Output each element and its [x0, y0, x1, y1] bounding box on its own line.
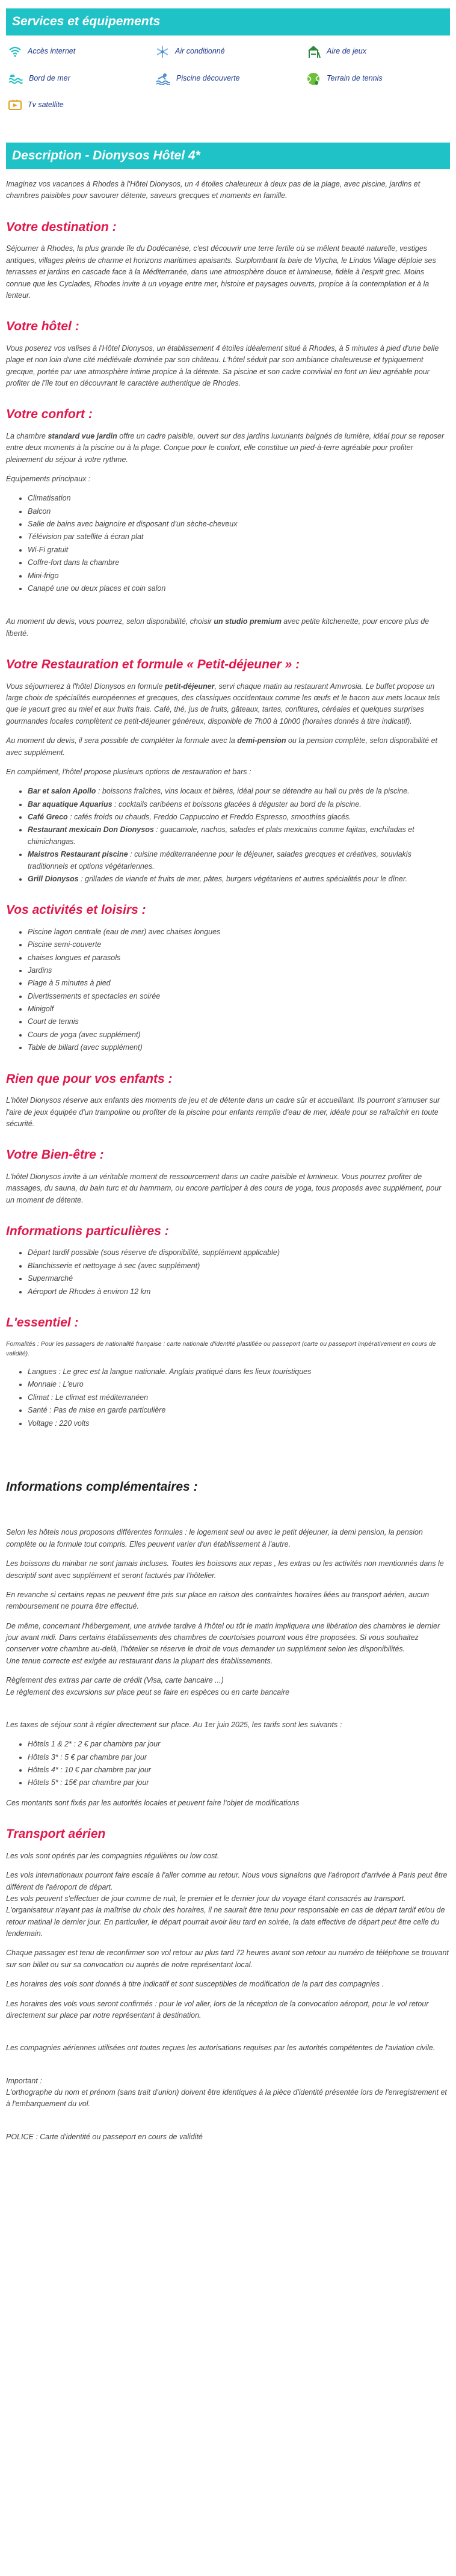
- list-item: • Piscine lagon centrale (eau de mer) avec chaises longues: [28, 926, 450, 938]
- air-p4: Les horaires des vols sont donnés à titre indicatif et sont susceptibles de modification de la part des compagnies .: [6, 1980, 384, 1989]
- comfort-upgrade: [6, 616, 450, 639]
- snowflake-icon: [156, 45, 169, 58]
- list-item: • Télévision par satellite à écran plat: [28, 531, 450, 543]
- service-label: Terrain de tennis: [327, 73, 383, 82]
- tennis-icon: [306, 72, 321, 86]
- complementary-p3: En revanche si certains repas ne peuvent être pris sur place en raison des contraintes horaires liées au transport aérien, aucun remboursement ne pourra être effectué.: [6, 1590, 430, 1611]
- hotel-title: Votre hôtel :: [6, 319, 79, 334]
- bold-fragment: un studio premium: [214, 617, 282, 626]
- service-label: Tv satellite: [28, 100, 64, 109]
- bar-name: Café Greco: [28, 813, 68, 822]
- equipment-list: [6, 493, 450, 594]
- service-sea: [8, 72, 156, 86]
- list-item: • Hôtels 3* : 5 € par chambre par jour: [28, 1752, 450, 1763]
- list-item: • Voltage : 220 volts: [28, 1418, 450, 1429]
- list-item: • Santé : Pas de mise en garde particulière: [28, 1405, 450, 1416]
- restaurant-option: [6, 735, 450, 759]
- list-item: • Court de tennis: [28, 1016, 450, 1028]
- restaurant-paragraph: [6, 681, 450, 728]
- complementary-p7: Ces montants sont fixés par les autorités locales et peuvent faire l'objet de modifications: [6, 1798, 300, 1807]
- list-item: • Cours de yoga (avec supplément): [28, 1029, 450, 1041]
- text-fragment: avec petite kitchenette, pour encore plus de liberté.: [6, 617, 430, 638]
- hotel-text: Vous poserez vos valises à l'Hôtel Dionysos, un établissement 4 étoiles idéalement situé à Rhodes, à 5 minutes à pied d'une belle plage et non loin d'une cité médiévale dominée par son château. L'hôtel séduit par son ambiance chaleureuse et typiquement grecque, portée par une atmosphère intime propice à la détente. Sa piscine et son cadre convivial en font un lieu agréable pour profiter de l'île tout en découvrant le caractère authentique de Rhodes.: [6, 344, 439, 387]
- service-pool: [156, 72, 306, 86]
- air-p8: POLICE : Carte d'identité ou passeport en cours de validité: [6, 2132, 203, 2141]
- info-title: Informations particulières :: [6, 1224, 169, 1238]
- list-item: • Hôtels 4* : 10 € par chambre par jour: [28, 1764, 450, 1776]
- list-item: • Hôtels 1 & 2* : 2 € par chambre par jour: [28, 1739, 450, 1750]
- bar-name: Grill Dionysos: [28, 874, 79, 883]
- complementary-p5: Règlement des extras par carte de crédit (Visa, carte bancaire ...) Le règlement des excursions sur place peut se faire en espèces ou en carte bancaire: [6, 1676, 290, 1696]
- complementary-title: Informations complémentaires :: [6, 1479, 198, 1494]
- service-aircon: [156, 45, 306, 58]
- activities-list: [6, 926, 450, 1054]
- text-fragment: La chambre: [6, 431, 48, 440]
- pool-icon: [156, 73, 170, 85]
- playground-icon: [306, 45, 321, 58]
- air-title: Transport aérien: [6, 1827, 106, 1841]
- service-internet: [8, 45, 156, 58]
- bar-name: Restaurant mexicain Don Dionysos: [28, 825, 154, 834]
- air-p7: Important : L'orthographe du nom et prénom (sans trait d'union) doivent être identiques à la pièce d'identité présentée lors de l'enregistrement et à l'embarquement du vol.: [6, 2076, 447, 2109]
- air-p2: Les vols internationaux pourront faire escale à l'aller comme au retour. Nous vous signalons que l'aéroport d'arrivée à Paris peut être différent de l'aéroport de départ. Les vols peuvent s'effectuer de jour comme de nuit, le premier et le dernier jour du voyage étant consacrés au transport. L'organisateur n'ayant pas la maîtrise du choix des horaires, il ne saurait être tenu pour responsable en cas de départ tardif et/ou de retour matinal le dernier jour. En particulier, le départ pourrait avoir lieu tard en soirée, la date effective de départ peut être celle du lendemain.: [6, 1871, 448, 1938]
- bar-name: Bar et salon Apollo: [28, 787, 96, 796]
- text-fragment: offre un cadre paisible, ouvert sur des jardins luxuriants baignés de lumière, idéal pour se reposer entre deux moments à la piscine ou à la plage. Conçue pour le confort, elle constitue un pied-à-terre agréable pour profiter pleinement du séjour à votre rythme.: [6, 431, 445, 464]
- bar-desc: : cuisine méditerranéenne pour le déjeuner, salades grecques et créatives, souvlakis traditionnels et options végétariennes.: [28, 850, 411, 870]
- list-item: • Divertissements et spectacles en soirée: [28, 991, 450, 1002]
- air-p3: Chaque passager est tenu de reconfirmer son vol retour au plus tard 72 heures avant son retour au numéro de téléphone se trouvant sur son billet ou sur sa convocation ou auprès de notre représentant local.: [6, 1949, 449, 1969]
- wellness-title: Votre Bien-être :: [6, 1148, 104, 1162]
- list-item: • Supermarché: [28, 1273, 450, 1284]
- list-item: • Aéroport de Rhodes à environ 12 km: [28, 1286, 450, 1298]
- comfort-paragraph: [6, 431, 450, 466]
- service-tennis: [306, 72, 451, 86]
- sea-icon: [8, 73, 23, 85]
- air-p1: Les vols sont opérés par les compagnies régulières ou low cost.: [6, 1851, 220, 1860]
- list-item: [28, 849, 450, 872]
- wifi-icon: [8, 46, 22, 57]
- list-item: • Coffre-fort dans la chambre: [28, 557, 450, 569]
- tv-icon: [8, 99, 22, 111]
- kids-text: L'hôtel Dionysos réserve aux enfants des moments de jeu et de détente dans un cadre sûr et accueillant. Ils pourront s'amuser sur l'aire de jeux équipée d'un trampoline ou profiter de la piscine pour enfants remplie d'eau de mer, idéale pour se rafraîchir en toute sécurité.: [6, 1096, 440, 1128]
- list-item: • Balcon: [28, 506, 450, 517]
- list-item: • Hôtels 5* : 15€ par chambre par jour: [28, 1777, 450, 1789]
- text-fragment: Au moment du devis, vous pourrez, selon disponibilité, choisir: [6, 617, 214, 626]
- bar-desc: : grillades de viande et fruits de mer, pâtes, burgers végétariens et autres spécialités pour le dîner.: [78, 874, 408, 883]
- air-p5: Les horaires des vols vous seront confirmés : pour le vol aller, lors de la réception de la convocation aéroport, pour le vol retour directement sur place par notre représentant à destination.: [6, 1999, 429, 2020]
- list-item: • Départ tardif possible (sous réserve de disponibilité, supplément applicable): [28, 1247, 450, 1259]
- list-item: • Mini-frigo: [28, 570, 450, 582]
- restaurant-bars-intro: En complément, l'hôtel propose plusieurs options de restauration et bars :: [6, 767, 251, 776]
- description-header: Description - Dionysos Hôtel 4*: [6, 143, 450, 170]
- bold-fragment: demi-pension: [237, 736, 286, 745]
- text-fragment: , servi chaque matin au restaurant Amvrosia. Le buffet propose un large choix de spécialités européennes et grecques, des classiques occidentaux comme les œufs et le bacon aux mets locaux tels que le yaourt grec au miel et aux fruits frais. Café, thé, jus de fruits, gâteaux, tartes, confitures, céréales et quelques surprises gourmandes locales complètent ce petit-déjeuner généreux, disponible de 7h00 à 10h00 (horaires donnés à titre indicatif).: [6, 682, 440, 726]
- services-header: Services et équipements: [6, 8, 450, 35]
- info-list: [6, 1247, 450, 1298]
- service-label: Air conditionné: [175, 46, 225, 55]
- equipment-label: Équipements principaux :: [6, 474, 91, 483]
- bar-desc: : cocktails caribéens et boissons glacées à déguster au bord de la piscine.: [112, 800, 362, 809]
- service-tv: [8, 99, 156, 111]
- list-item: • Climat : Le climat est méditerranéen: [28, 1392, 450, 1404]
- destination-text: Séjourner à Rhodes, la plus grande île du Dodécanèse, c'est découvrir une terre fertile où se mêlent beauté naturelle, vestiges antiques, villages pleins de charme et horizons maritimes apaisants. Surplombant la baie de Vlycha, le Lindos Village déploie ses terrasses et jardins en cascade face à la Méditerranée, dans une atmosphère douce et lumineuse, fidèle à l'esprit grec. Moins connue que les Cyclades, Rhodes invite à un voyage entre mer, histoire et paysages ouverts, propice à la contemplation et à la lenteur.: [6, 244, 436, 300]
- description-intro: Imaginez vos vacances à Rhodes à l'Hôtel Dionysos, un 4 étoiles chaleureux à deux pas de la plage, avec piscine, jardins et chambres paisibles pour savourer détente, saveurs grecques et moments en famille.: [6, 180, 421, 200]
- complementary-p2: Les boissons du minibar ne sont jamais incluses. Toutes les boissons aux repas , les extras ou les activités non mentionnés dans le descriptif sont avec supplément et seront facturés par l'hôtelier.: [6, 1559, 444, 1580]
- complementary-p6: Les taxes de séjour sont à régler directement sur place. Au 1er juin 2025, les tarifs sont les suivants :: [6, 1720, 342, 1729]
- comfort-title: Votre confort :: [6, 407, 93, 422]
- taxes-list: [6, 1739, 450, 1789]
- list-item: [28, 824, 450, 848]
- list-item: [28, 786, 450, 797]
- complementary-p4: De même, concernant l'hébergement, une arrivée tardive à l'hôtel ou tôt le matin impliquera une libération des chambres le dernier jour avant midi. Dans certains établissements des chambres de courtoisies pourront vous être proposées. Si vous souhaitez conserver votre chambre au-delà, l'hôtelier se réserve le droit de vous demander un supplément selon les disponibilités. Une tenue correcte est exigée au restaurant dans la plupart des établissements.: [6, 1621, 440, 1665]
- list-item: • Climatisation: [28, 493, 450, 504]
- essential-title: L'essentiel :: [6, 1315, 79, 1330]
- complementary-p1: Selon les hôtels nous proposons différentes formules : le logement seul ou avec le petit déjeuner, la demi pension, la pension complète ou la formule tout compris. Elles peuvent varier d'un établissement à l'autre.: [6, 1528, 423, 1548]
- list-item: • Jardins: [28, 965, 450, 976]
- service-label: Accès internet: [28, 46, 76, 55]
- service-label: Bord de mer: [29, 73, 70, 82]
- essential-list: [6, 1366, 450, 1429]
- service-playground: [306, 45, 451, 58]
- list-item: • Piscine semi-couverte: [28, 939, 450, 951]
- air-p6: Les compagnies aériennes utilisées ont toutes reçues les autorisations requises par les autorités compétentes de l'aviation civile.: [6, 2044, 436, 2053]
- kids-title: Rien que pour vos enfants :: [6, 1071, 173, 1086]
- list-item: • Salle de bains avec baignoire et disposant d'un sèche-cheveux: [28, 519, 450, 530]
- list-item: • Wi-Fi gratuit: [28, 544, 450, 556]
- list-item: • Canapé une ou deux places et coin salon: [28, 583, 450, 594]
- restaurant-title: Votre Restauration et formule « Petit-déjeuner » :: [6, 658, 300, 672]
- list-item: [28, 874, 450, 885]
- bars-list: [6, 786, 450, 885]
- bold-fragment: petit-déjeuner: [164, 682, 215, 691]
- text-fragment: Vous séjournerez à l'hôtel Dionysos en formule: [6, 682, 165, 691]
- list-item: • chaises longues et parasols: [28, 952, 450, 964]
- list-item: [28, 799, 450, 810]
- text-fragment: Au moment du devis, il sera possible de compléter la formule avec la: [6, 736, 238, 745]
- list-item: • Table de billard (avec supplément): [28, 1042, 450, 1053]
- formalities-text: Formalités : Pour les passagers de nationalité française : carte nationale d'identité plastifiée ou passeport (carte ou passeport impérativement en cours de validité).: [6, 1340, 436, 1357]
- list-item: • Plage à 5 minutes à pied: [28, 978, 450, 989]
- activities-title: Vos activités et loisirs :: [6, 903, 146, 917]
- bar-name: Maistros Restaurant piscine: [28, 850, 128, 859]
- list-item: • Langues : Le grec est la langue nationale. Anglais pratiqué dans les lieux touristiques: [28, 1366, 450, 1378]
- bar-name: Bar aquatique Aquarius: [28, 800, 112, 809]
- wellness-text: L'hôtel Dionysos invite à un véritable moment de ressourcement dans un cadre paisible et lumineux. Vous pourrez profiter de massages, du sauna, du bain turc et du hammam, ou encore participer à des cours de yoga, tous proposés avec supplément, pour un moment de détente.: [6, 1172, 442, 1204]
- list-item: • Blanchisserie et nettoyage à sec (avec supplément): [28, 1260, 450, 1272]
- services-grid: [6, 45, 450, 111]
- list-item: • Minigolf: [28, 1003, 450, 1015]
- destination-title: Votre destination :: [6, 220, 117, 234]
- text-fragment: ou la pension complète, selon disponibilité et avec supplément.: [6, 736, 438, 757]
- list-item: [28, 812, 450, 823]
- service-label: Aire de jeux: [327, 46, 367, 55]
- bar-desc: : boissons fraîches, vins locaux et bières, idéal pour se détendre au hall ou près de la piscine.: [96, 787, 410, 796]
- bar-desc: : cafés froids ou chauds, Freddo Cappuccino et Freddo Espresso, smoothies glacés.: [67, 813, 351, 822]
- list-item: • Monnaie : L'euro: [28, 1379, 450, 1390]
- bold-fragment: standard vue jardin: [48, 431, 117, 440]
- bar-desc: : guacamole, nachos, salades et plats mexicains comme fajitas, enchiladas et chimichangas.: [28, 825, 414, 846]
- service-label: Piscine découverte: [176, 73, 240, 82]
